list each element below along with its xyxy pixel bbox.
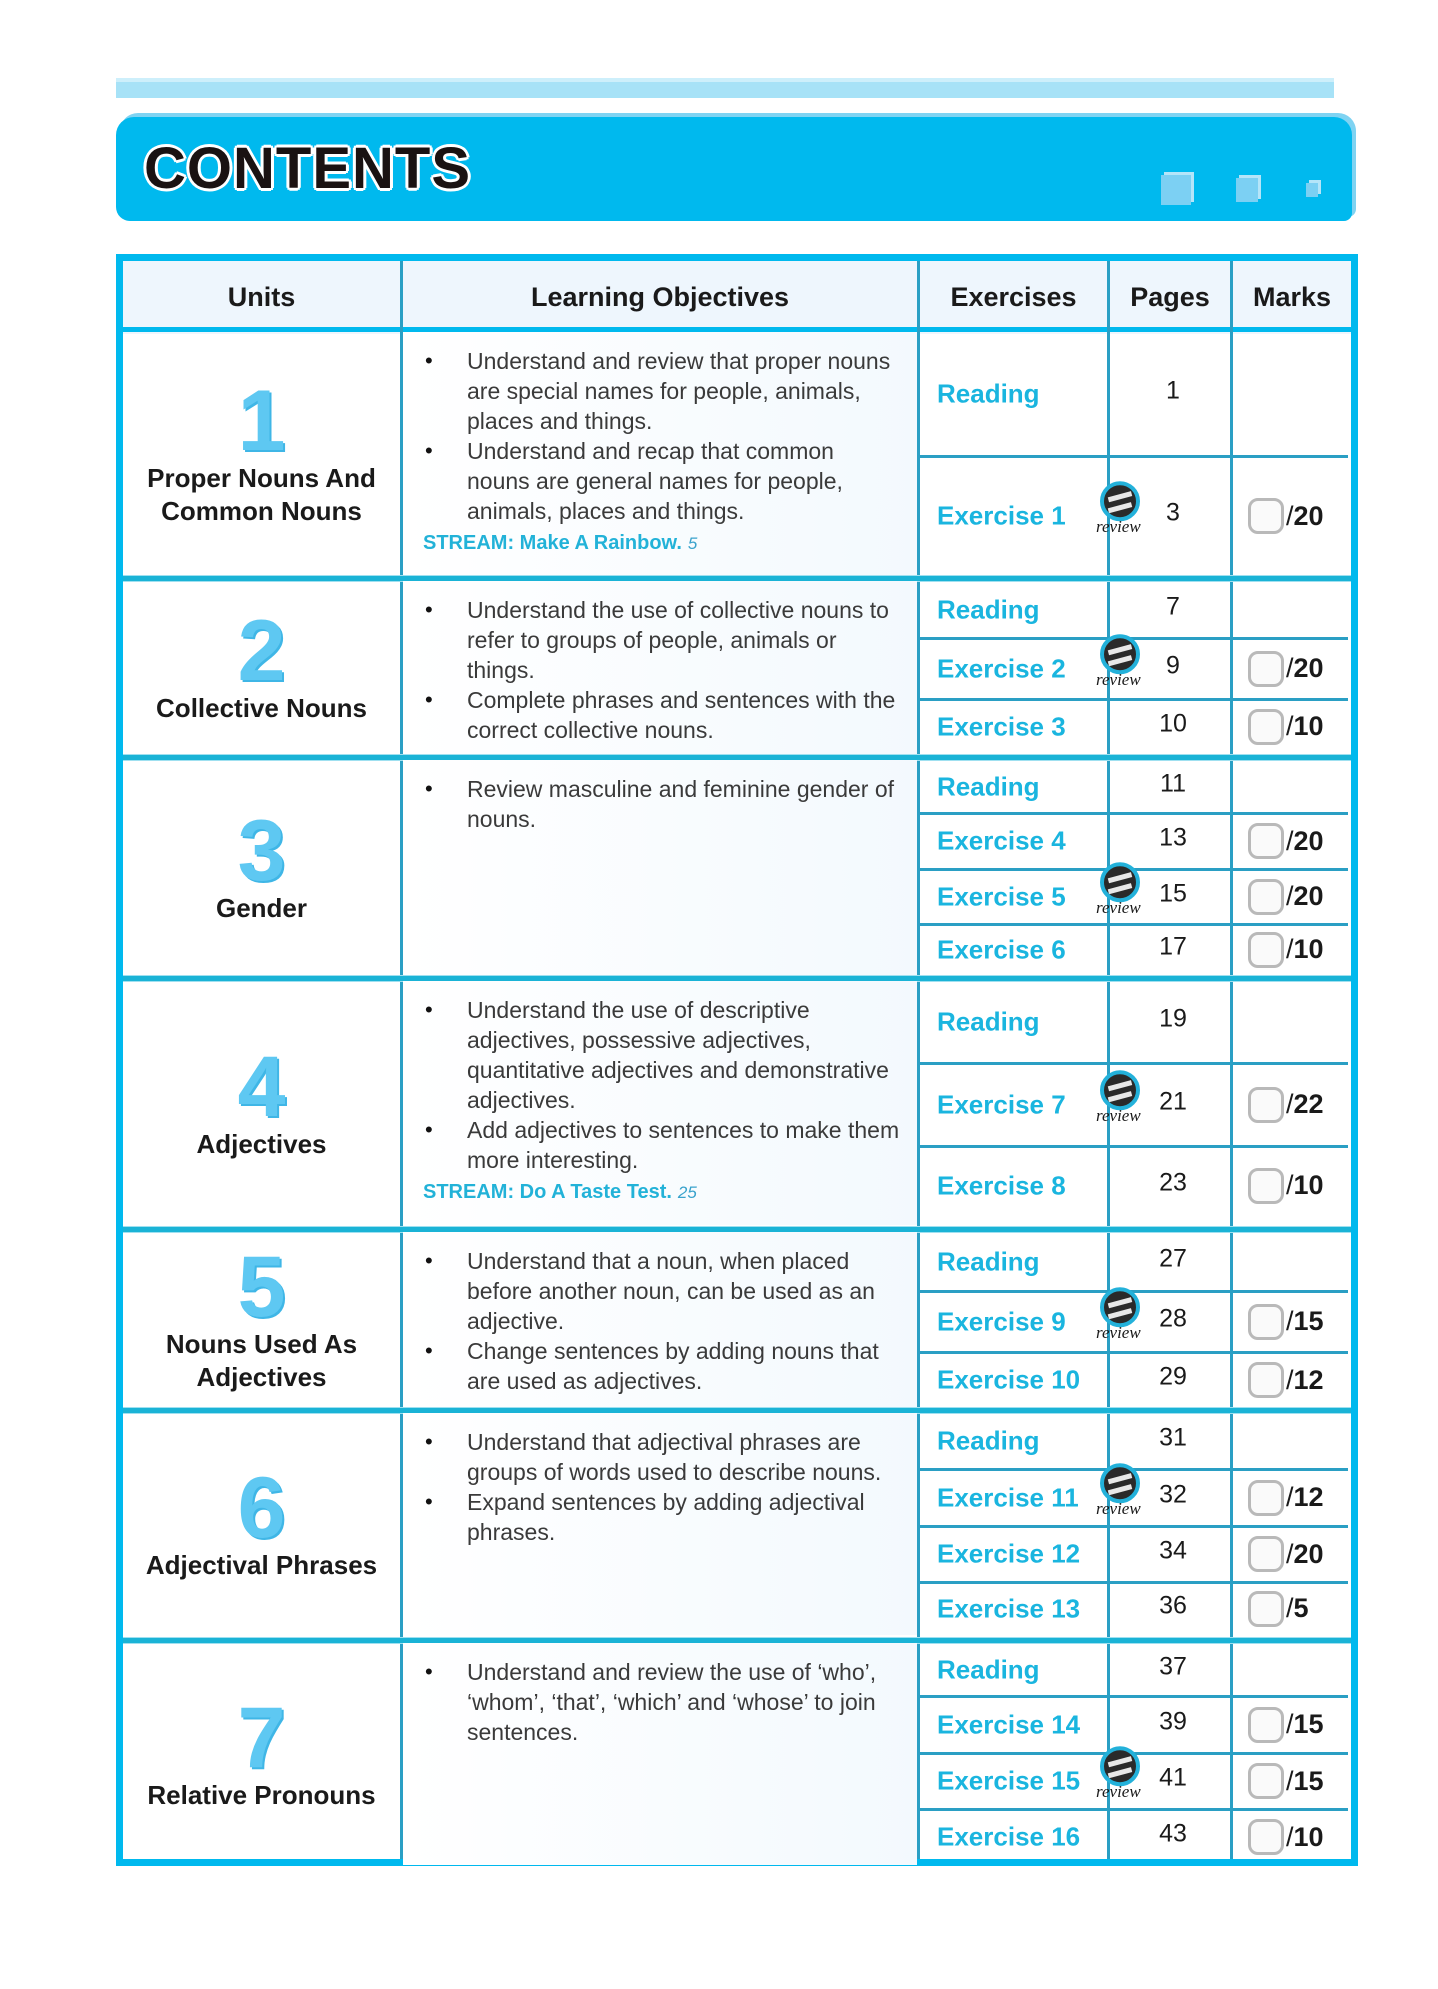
exercise-row: [920, 1809, 1348, 1865]
slash-separator: /: [1286, 1709, 1294, 1739]
unit-title: Gender: [215, 893, 308, 923]
unit-title: Adjectives: [196, 1128, 327, 1159]
objective-item: • Add adjectives to sentences to make them more interesting.: [423, 1115, 901, 1175]
column-header-pages: Pages: [1110, 261, 1230, 334]
unit-title: Relative Pronouns: [147, 1779, 376, 1810]
review-badge-icon: [1096, 481, 1146, 539]
unit-number: 6: [237, 1459, 286, 1556]
exercise-link[interactable]: Exercise 7: [937, 1089, 1066, 1119]
reading-row: [920, 1413, 1348, 1469]
cube-medium-icon: [1236, 178, 1258, 202]
learning-objectives-cell: [403, 1413, 917, 1635]
exercise-row: [920, 638, 1348, 699]
column-header-exercises: Exercises: [920, 261, 1107, 334]
objective-item: • Understand and recap that common nouns are general names for people, animals, places and things.: [423, 436, 901, 526]
unit-cell: [123, 1232, 400, 1408]
marks-total: [1286, 1539, 1324, 1570]
marks-cell: [1236, 823, 1348, 859]
marks-total: [1286, 1306, 1324, 1337]
page-number: 39: [1159, 1707, 1187, 1736]
marks-max-value: 12: [1293, 1364, 1324, 1395]
marks-total: [1286, 1593, 1309, 1624]
slash-separator: /: [1286, 1765, 1294, 1796]
marks-max-value: 12: [1293, 1482, 1324, 1512]
objective-item: • Understand and review the use of ‘who’, ‘whom’, ‘that’, ‘which’ and ‘whose’ to join sentences.: [423, 1657, 901, 1747]
slash-separator: /: [1286, 1089, 1294, 1119]
page-number: 41: [1159, 1763, 1187, 1792]
marks-max-value: 20: [1293, 500, 1324, 531]
exercise-link[interactable]: Exercise 15: [937, 1765, 1081, 1796]
column-header-learning-objectives: Learning Objectives: [403, 261, 917, 334]
score-input-box[interactable]: [1248, 1536, 1284, 1572]
marks-total: [1286, 501, 1324, 532]
learning-objectives-cell: [403, 1643, 917, 1865]
marks-total: [1286, 653, 1324, 684]
marks-total: [1286, 1365, 1324, 1396]
objective-item: • Understand that a noun, when placed before another noun, can be used as an adjective.: [423, 1246, 901, 1336]
reading-link[interactable]: Reading: [937, 1654, 1040, 1684]
score-input-box[interactable]: [1248, 1087, 1284, 1123]
exercise-link[interactable]: Exercise 1: [937, 500, 1066, 531]
score-input-box[interactable]: [1248, 1707, 1284, 1743]
exercise-row: [920, 1352, 1348, 1408]
unit-number: 4: [237, 1038, 286, 1135]
marks-total: [1286, 1766, 1324, 1797]
exercise-row: [920, 1291, 1348, 1352]
marks-total: [1286, 1482, 1324, 1513]
learning-objectives-cell: [403, 981, 917, 1225]
unit-cell: [123, 332, 400, 576]
unit-title: Nouns Used As Adjectives: [165, 1329, 358, 1392]
slash-separator: /: [1286, 1364, 1294, 1395]
page-number: 17: [1159, 932, 1187, 961]
stream-label: STREAM: Do A Taste Test.: [423, 1181, 672, 1203]
exercise-row: [920, 456, 1348, 576]
objective-item: • Change sentences by adding nouns that are used as adjectives.: [423, 1336, 901, 1396]
unit-title: Proper Nouns And Common Nouns: [147, 463, 376, 526]
marks-max-value: 15: [1293, 1765, 1324, 1796]
page-number: 1: [1166, 376, 1180, 405]
score-input-box[interactable]: [1248, 709, 1284, 745]
learning-objectives-cell: [403, 760, 917, 975]
exercise-row: [920, 699, 1348, 754]
slash-separator: /: [1286, 1170, 1294, 1200]
review-disc-icon: [1100, 1463, 1140, 1503]
score-input-box[interactable]: [1248, 932, 1284, 968]
review-label: review: [1096, 669, 1141, 689]
marks-total: [1286, 1089, 1324, 1120]
exercise-row: [920, 924, 1348, 975]
objectives-list: [423, 1427, 901, 1547]
score-input-box[interactable]: [1248, 651, 1284, 687]
learning-objectives-cell: [403, 332, 917, 576]
marks-total: [1286, 826, 1324, 857]
unit-number: 7: [237, 1689, 286, 1786]
review-badge-icon: [1096, 862, 1146, 920]
marks-max-value: 20: [1293, 1538, 1324, 1569]
stream-activity-link[interactable]: [423, 1181, 901, 1204]
marks-max-value: 10: [1293, 1170, 1324, 1200]
review-label: review: [1096, 1498, 1141, 1518]
marks-cell: [1236, 1362, 1348, 1398]
objectives-list: [423, 1246, 901, 1396]
marks-total: [1286, 1709, 1324, 1740]
score-input-box[interactable]: [1248, 879, 1284, 915]
reading-row: [920, 1643, 1348, 1696]
objectives-list: [423, 995, 901, 1175]
unit-title: Adjectival Phrases: [145, 1549, 378, 1580]
reading-link[interactable]: Reading: [937, 1006, 1040, 1037]
review-label: review: [1096, 1105, 1141, 1125]
objectives-list: [423, 595, 901, 745]
objectives-list: [423, 1657, 901, 1747]
marks-cell: [1236, 651, 1348, 687]
exercise-link[interactable]: Exercise 8: [937, 1170, 1066, 1200]
exercise-link[interactable]: Exercise 6: [937, 934, 1066, 964]
score-input-box[interactable]: [1248, 1591, 1284, 1627]
page-number: 43: [1159, 1819, 1187, 1848]
exercise-link[interactable]: Exercise 3: [937, 711, 1066, 741]
marks-total: [1286, 1170, 1324, 1201]
reading-row: [920, 981, 1348, 1063]
unit-number: 3: [237, 803, 286, 899]
marks-cell: [1236, 709, 1348, 745]
marks-cell: [1236, 1819, 1348, 1855]
page-number: 37: [1159, 1652, 1187, 1681]
page-number: 9: [1166, 651, 1180, 680]
exercise-link[interactable]: Exercise 12: [937, 1538, 1081, 1569]
objectives-list: [423, 346, 901, 526]
reading-row: [920, 760, 1348, 813]
column-header-units: Units: [123, 261, 400, 334]
stream-activity-link[interactable]: [423, 532, 901, 555]
marks-total: [1286, 881, 1324, 912]
score-input-box[interactable]: [1248, 498, 1284, 534]
exercise-row: [920, 1469, 1348, 1526]
unit-cell: [123, 581, 400, 754]
review-label: review: [1096, 1322, 1141, 1342]
marks-cell: [1236, 1168, 1348, 1204]
marks-max-value: 15: [1293, 1306, 1324, 1336]
exercise-link[interactable]: Exercise 4: [937, 825, 1066, 856]
slash-separator: /: [1286, 500, 1294, 531]
exercise-link[interactable]: Exercise 2: [937, 653, 1066, 683]
review-disc-icon: [1100, 862, 1140, 902]
score-input-box[interactable]: [1248, 1362, 1284, 1398]
objective-item: • Complete phrases and sentences with the correct collective nouns.: [423, 685, 901, 745]
score-input-box[interactable]: [1248, 1819, 1284, 1855]
exercise-link[interactable]: Exercise 14: [937, 1709, 1081, 1739]
slash-separator: /: [1286, 1482, 1294, 1512]
exercise-link[interactable]: Exercise 10: [937, 1364, 1081, 1395]
slash-separator: /: [1286, 1306, 1294, 1336]
slash-separator: /: [1286, 711, 1294, 741]
slash-separator: /: [1286, 881, 1294, 911]
score-input-box[interactable]: [1248, 823, 1284, 859]
exercise-link[interactable]: Exercise 11: [937, 1482, 1079, 1512]
reading-link[interactable]: Reading: [937, 771, 1040, 801]
unit-title: Collective Nouns: [156, 693, 367, 723]
marks-max-value: 20: [1293, 825, 1324, 856]
unit-cell: [123, 1643, 400, 1865]
page-number: 34: [1159, 1536, 1187, 1565]
page-number: 27: [1159, 1244, 1187, 1273]
marks-max-value: 10: [1293, 711, 1324, 741]
page-title: CONTENTS: [144, 136, 471, 201]
slash-separator: /: [1286, 825, 1294, 856]
exercise-row: [920, 1146, 1348, 1225]
exercise-row: [920, 813, 1348, 869]
marks-cell: [1236, 879, 1348, 915]
review-disc-icon: [1100, 634, 1140, 674]
review-badge-icon: [1096, 634, 1146, 692]
unit-cell: [123, 981, 400, 1225]
reading-row: [920, 1232, 1348, 1291]
marks-total: [1286, 1822, 1324, 1853]
cube-large-icon: [1161, 175, 1191, 205]
score-input-box[interactable]: [1248, 1763, 1284, 1799]
slash-separator: /: [1286, 1821, 1294, 1852]
table-grid: [123, 261, 1351, 1859]
column-header-marks: Marks: [1233, 261, 1351, 334]
marks-max-value: 5: [1293, 1593, 1309, 1623]
slash-separator: /: [1286, 1538, 1294, 1569]
top-decorative-stripe: [116, 78, 1334, 98]
exercise-link[interactable]: Exercise 13: [937, 1593, 1081, 1623]
marks-total: [1286, 934, 1324, 965]
contents-banner: [116, 117, 1352, 221]
exercise-row: [920, 1063, 1348, 1146]
page-number: 19: [1159, 1004, 1187, 1033]
contents-table: [116, 254, 1358, 1866]
marks-max-value: 20: [1293, 881, 1324, 911]
stream-page: 25: [677, 1183, 697, 1202]
marks-cell: [1236, 1536, 1348, 1572]
exercise-row: [920, 1696, 1348, 1753]
marks-max-value: 15: [1293, 1709, 1324, 1739]
slash-separator: /: [1286, 1593, 1294, 1623]
exercise-row: [920, 869, 1348, 924]
exercise-row: [920, 1753, 1348, 1809]
slash-separator: /: [1286, 653, 1294, 683]
unit-cell: [123, 1413, 400, 1635]
page-number: 28: [1159, 1304, 1187, 1333]
page-number: 32: [1159, 1480, 1187, 1509]
review-badge-icon: [1096, 1746, 1146, 1804]
marks-max-value: 20: [1293, 653, 1324, 683]
unit-cell: [123, 760, 400, 975]
objective-item: • Understand the use of collective nouns to refer to groups of people, animals or things.: [423, 595, 901, 685]
review-badge-icon: [1096, 1070, 1146, 1128]
marks-cell: [1236, 1480, 1348, 1516]
page-number: 23: [1159, 1168, 1187, 1197]
page-number: 13: [1159, 823, 1187, 852]
review-label: review: [1096, 517, 1141, 537]
slash-separator: /: [1286, 934, 1294, 964]
reading-row: [920, 581, 1348, 638]
review-label: review: [1096, 897, 1141, 917]
exercise-row: [920, 1582, 1348, 1635]
exercise-row: [920, 1526, 1348, 1582]
reading-link[interactable]: Reading: [937, 1425, 1040, 1456]
score-input-box[interactable]: [1248, 1304, 1284, 1340]
review-disc-icon: [1100, 1070, 1140, 1110]
page-number: 31: [1159, 1423, 1187, 1452]
unit-number: 5: [237, 1239, 286, 1335]
objective-item: • Understand the use of descriptive adjectives, possessive adjectives, quantitative adjectives and demonstrative adjectives.: [423, 995, 901, 1115]
stream-page: 5: [687, 534, 698, 553]
marks-cell: [1236, 1304, 1348, 1340]
marks-cell: [1236, 498, 1348, 534]
review-disc-icon: [1100, 1746, 1140, 1786]
page-number: 11: [1160, 769, 1186, 798]
exercise-link[interactable]: Exercise 9: [937, 1306, 1066, 1336]
page-number: 21: [1159, 1087, 1187, 1116]
page-number: 10: [1159, 709, 1187, 738]
reading-link[interactable]: Reading: [937, 378, 1040, 409]
reading-link[interactable]: Reading: [937, 594, 1040, 624]
stream-label: STREAM: Make A Rainbow.: [423, 532, 682, 554]
unit-number: 1: [237, 373, 286, 469]
review-label: review: [1096, 1782, 1141, 1802]
page-number: 36: [1159, 1591, 1187, 1620]
objectives-list: [423, 774, 901, 834]
marks-cell: [1236, 1707, 1348, 1743]
marks-total: [1286, 711, 1324, 742]
page-number: 29: [1159, 1362, 1187, 1391]
score-input-box[interactable]: [1248, 1480, 1284, 1516]
cube-small-icon: [1306, 183, 1318, 197]
marks-max-value: 10: [1293, 1821, 1324, 1852]
page-number: 15: [1159, 879, 1187, 908]
marks-max-value: 22: [1293, 1089, 1324, 1119]
unit-number: 2: [237, 603, 286, 699]
page-number: 7: [1166, 592, 1180, 621]
marks-cell: [1236, 932, 1348, 968]
objective-item: • Expand sentences by adding adjectival phrases.: [423, 1487, 901, 1547]
objective-item: • Understand that adjectival phrases are groups of words used to describe nouns.: [423, 1427, 901, 1487]
reading-row: [920, 332, 1348, 456]
objective-item: • Understand and review that proper nouns are special names for people, animals, places and things.: [423, 346, 901, 436]
review-disc-icon: [1100, 481, 1140, 521]
review-disc-icon: [1100, 1287, 1140, 1327]
exercise-link[interactable]: Exercise 5: [937, 881, 1066, 911]
page-number: 3: [1166, 498, 1180, 527]
learning-objectives-cell: [403, 581, 917, 754]
reading-link[interactable]: Reading: [937, 1246, 1040, 1276]
objective-item: • Review masculine and feminine gender of nouns.: [423, 774, 901, 834]
marks-cell: [1236, 1763, 1348, 1799]
learning-objectives-cell: [403, 1232, 917, 1408]
exercise-link[interactable]: Exercise 16: [937, 1821, 1081, 1852]
review-badge-icon: [1096, 1463, 1146, 1521]
review-badge-icon: [1096, 1287, 1146, 1345]
marks-cell: [1236, 1087, 1348, 1123]
score-input-box[interactable]: [1248, 1168, 1284, 1204]
marks-cell: [1236, 1591, 1348, 1627]
marks-max-value: 10: [1293, 934, 1324, 964]
